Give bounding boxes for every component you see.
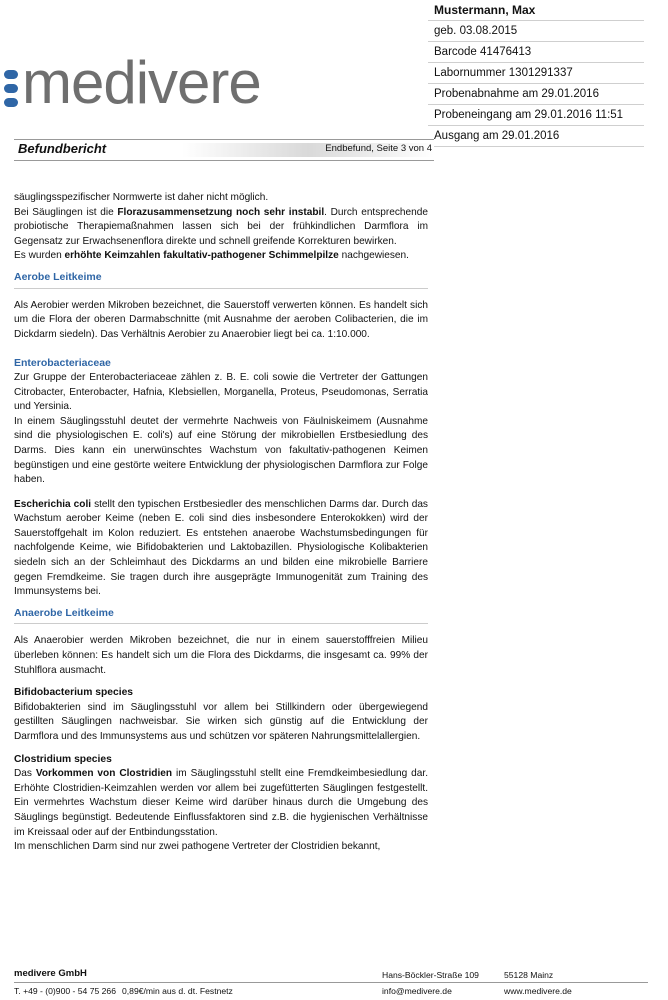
- footer-city: 55128 Mainz: [504, 970, 554, 980]
- patient-birthdate: geb. 03.08.2015: [428, 21, 644, 42]
- paragraph: säuglingsspezifischer Normwerte ist daher nicht möglich.: [14, 192, 269, 203]
- report-status: Endbefund, Seite 3 von 4: [325, 143, 432, 154]
- report-header-bar: [14, 139, 434, 161]
- paragraph: Es wurden erhöhte Keimzahlen fakultativ-pathogener Schimmelpilze nachgewiesen.: [14, 250, 409, 262]
- brand-logo: medivere: [22, 49, 261, 116]
- section-heading-aerobe: Aerobe Leitkeime: [14, 270, 428, 289]
- patient-info-panel: [428, 0, 644, 147]
- footer-rate: 0,89€/min aus d. dt. Festnetz: [122, 986, 233, 996]
- paragraph: Escherichia coli stellt den typischen Erstbesiedler des menschlichen Darms dar. Durch das Wachstum aerober Keime (neben E. coli sind dies insbesondere Enterokokken) wird der Sauerstoffgehalt im Kolon reduziert. Es entstehen anaerobe Wachstumsbedingungen für nachfolgende Keime, wie Bifidobakterien und Laktobazillen. Physiologische Kolibakterien siedeln sich an der Schleimhaut des Dickdarms an und bilden eine mikrobielle Barriere gegen Fremdkeime. Sie tragen durch ihre ausgeprägte Immunogenität zum Training des Immunsystems bei.: [14, 498, 428, 598]
- footer-street: Hans-Böckler-Straße 109: [382, 970, 479, 980]
- report-body: [14, 191, 428, 855]
- report-title: Befundbericht: [18, 141, 107, 156]
- paragraph: Als Aerobier werden Mikroben bezeichnet, die Sauerstoff verwerten können. Es handelt sich um die Flora der oberen Darmabschnitte (mit Ausnahme der aeroben Colibacterien, die im Dickdarm siedeln). Das Verhältnis Aerobier zu Anaerobier liegt bei ca. 1:10.000.: [14, 299, 428, 340]
- section-heading-anaerobe: Anaerobe Leitkeime: [14, 606, 428, 625]
- footer-website-link[interactable]: www.medivere.de: [504, 986, 572, 996]
- paragraph: Im menschlichen Darm sind nur zwei pathogene Vertreter der Clostridien bekannt,: [14, 841, 381, 853]
- footer-phone: T. +49 - (0)900 - 54 75 266: [14, 986, 116, 996]
- paragraph: Das Vorkommen von Clostridien im Säuglingsstuhl stellt eine Fremdkeimbesiedlung dar. Erhöhte Clostridien-Keimzahlen werden vor allem bei zugefütterten Säuglingen festgestellt. Ein vermehrtes Wachstum dieser Keime wird darüber hinaus durch die Umgebung des Säuglings begünstigt. Bedeutende Einflussfaktoren sind z.B. die hygienischen Verhältnisse im Kreissaal oder auf der Entbindungsstation.: [14, 768, 428, 838]
- paragraph: Bei Säuglingen ist die Florazusammensetzung noch sehr instabil. Durch entsprechende probiotische Therapiemaßnahmen lassen sich bei der frühkindlichen Darmflora im Gegensatz zur Erwachsenenflora direkte und schnell greifende Korrekturen bewirken.: [14, 206, 428, 247]
- patient-name: Mustermann, Max: [428, 0, 644, 21]
- section-heading-entero: Enterobacteriaceae: [14, 357, 111, 370]
- paragraph: In einem Säuglingsstuhl deutet der vermehrte Nachweis von Fäulniskeimem (Ausnahme sind die physiologischen E. coli's) auf eine Störung der mikrobiellen Erstbesiedlung des Darms. Dies kann ein unerwünschtes Wachstum von fakultativ-pathogenen Keimen begünstigen und eine gestörte weitere Entwicklung der physiologischen Darmflora zur Folge haben.: [14, 415, 428, 486]
- sample-received-date: Probeneingang am 29.01.2016 11:51: [428, 105, 644, 126]
- paragraph: Bifidobakterien sind im Säuglingsstuhl vor allem bei Stillkindern oder übergewiegend gestillten Säuglingen nachweisbar. Sie wirken sich günstig auf die Entwicklung der Darmflora und des Immunsystems aus und schützen vor späteren Nahrungsmittelallergien.: [14, 701, 428, 742]
- patient-lab-number: Labornummer 1301291337: [428, 63, 644, 84]
- sample-taken-date: Probenabnahme am 29.01.2016: [428, 84, 644, 105]
- footer-company: medivere GmbH: [14, 968, 87, 979]
- output-date: Ausgang am 29.01.2016: [428, 126, 644, 147]
- paragraph: Zur Gruppe der Enterobacteriaceae zählen z. B. E. coli sowie die Vertreter der Gattungen Citrobacter, Enterobacter, Hafnia, Klebsiellen, Morganella, Proteus, Pseudomonas, Serratia und Yersinia.: [14, 371, 428, 413]
- patient-barcode: Barcode 41476413: [428, 42, 644, 63]
- subheading-bifido: Bifidobacterium species: [14, 687, 134, 699]
- footer-email-link[interactable]: info@medivere.de: [382, 986, 452, 996]
- paragraph: Als Anaerobier werden Mikroben bezeichnet, die nur in einem sauerstofffreien Milieu überleben können: Es handelt sich um die Flora des Dickdarms, die insgesamt ca. 99% der Stuhlflora ausmacht.: [14, 635, 428, 676]
- subheading-clostridium: Clostridium species: [14, 753, 112, 765]
